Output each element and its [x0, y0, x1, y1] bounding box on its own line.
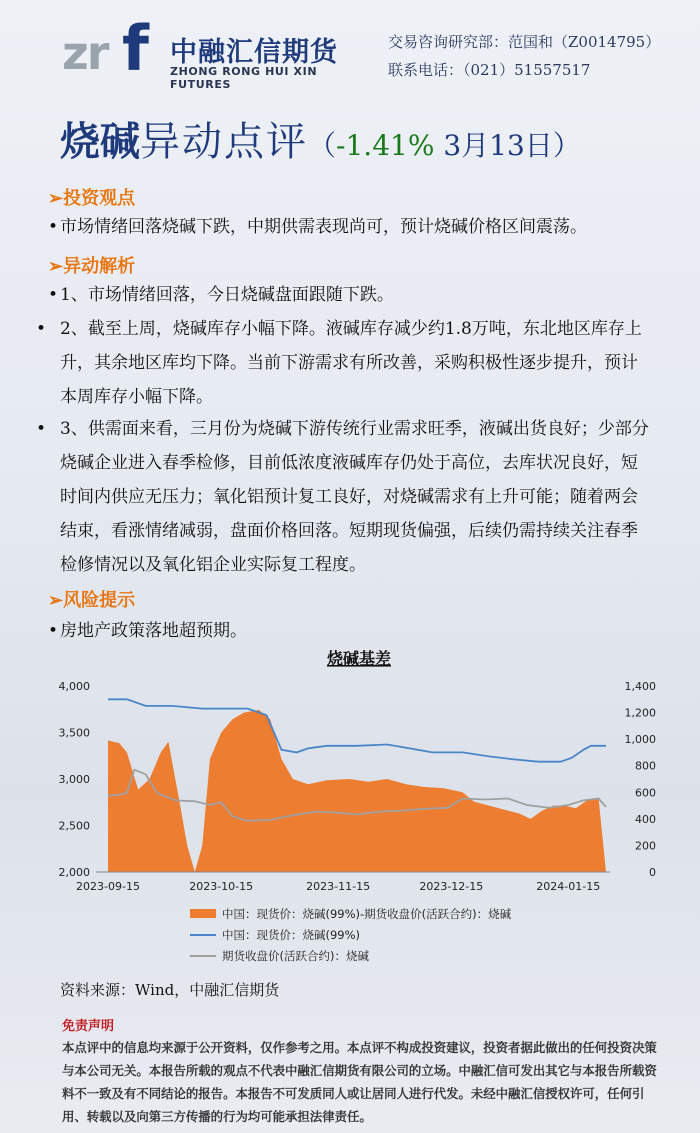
chart-title: 烧碱基差: [326, 649, 392, 668]
series-0-area: [108, 710, 606, 872]
basis-area-series: [108, 710, 606, 872]
basis-chart: [58, 640, 656, 970]
analyst-line: 交易咨询研究部：范国和（Z0014795）: [388, 33, 661, 51]
page-title: [60, 110, 581, 167]
x-axis-tick-label: 2023-11-15: [306, 880, 371, 893]
contact-info: [388, 28, 660, 84]
x-axis-tick-label: 2024-01-15: [536, 880, 601, 893]
right-axis-tick-label: 200: [635, 839, 656, 853]
company-logo: [58, 12, 378, 91]
left-axis-tick-label: 2,500: [58, 819, 90, 833]
title-change: -1.41%: [336, 129, 435, 162]
right-axis-tick-label: 1,400: [624, 680, 656, 693]
view-bullet: • 市场情绪回落烧碱下跌，中期供需表现尚可，预计烧碱价格区间震荡。: [48, 210, 648, 244]
disclaimer-text: 本点评中的信息均来源于公开资料，仅作参考之用。本点评不构成投资建议，投资者据此做出的任何投资决策与本公司无关。本报告所载的观点不代表中融汇信期货有限公司的立场。中融汇信可发出其它与本报告所载资料不一致及有不同结论的报告。本报告不可发质同人或让居同人进行代发。未经中融汇信授权许可，任何引用、转载以及向第三方传播的行为均可能承担法律责任。: [62, 1040, 657, 1124]
phone-line: 联系电话：（021）51557517: [388, 61, 591, 79]
section-view-heading: ➢投资观点: [48, 188, 136, 209]
left-axis-tick-label: 2,000: [58, 866, 90, 879]
logo-english-name: ZHONG RONG HUI XIN FUTURES: [170, 65, 318, 91]
risk-bullet: • 房地产政策落地超预期。: [48, 614, 648, 648]
bullet-icon: •: [36, 319, 47, 339]
right-axis-tick-label: 1,200: [624, 706, 656, 720]
x-axis-tick-label: 2023-10-15: [189, 880, 254, 893]
right-axis-tick-label: 0: [649, 866, 656, 879]
logo-chinese-name: 中融汇信期货: [170, 37, 338, 68]
right-axis-tick-label: 800: [635, 759, 656, 773]
bullet-icon: •: [36, 419, 47, 439]
arrow-icon: ➢: [48, 256, 64, 277]
title-date: 3月13日: [434, 129, 553, 162]
chart-legend: [190, 907, 512, 963]
bullet-icon: •: [48, 217, 59, 237]
title-close-paren: ）: [552, 129, 581, 162]
right-axis-tick-label: 1,000: [624, 733, 656, 747]
bullet-icon: •: [48, 285, 59, 305]
section-analysis-heading: ➢异动解析: [48, 256, 136, 277]
logo-mark-f: f: [122, 12, 149, 85]
section-risk-heading: ➢风险提示: [48, 590, 136, 611]
title-keyword: 烧碱: [60, 118, 140, 165]
left-axis-tick-label: 3,500: [58, 726, 90, 740]
legend-label: 中国：现货价：烧碱(99%): [222, 928, 361, 942]
bullet-icon: •: [48, 621, 59, 641]
data-source: 资料来源：Wind，中融汇信期货: [60, 981, 280, 999]
arrow-icon: ➢: [48, 590, 64, 611]
analysis-bullet-1: • 1、市场情绪回落，今日烧碱盘面跟随下跌。: [48, 278, 648, 312]
left-axis-tick-label: 3,000: [58, 773, 90, 786]
analysis-bullet-2: • 2、截至上周，烧碱库存小幅下降。液碱库存减少约1.8万吨，东北地区库存上升，其余地区库均下降。当前下游需求有所改善，采购积极性逐步提升，预计本周库存小幅下降。: [48, 312, 652, 414]
right-axis-tick-label: 600: [635, 786, 656, 800]
left-axis-tick-label: 4,000: [58, 680, 90, 693]
legend-label: 期货收盘价(活跃合约)：烧碱: [222, 949, 369, 963]
arrow-icon: ➢: [48, 188, 64, 209]
x-axis-tick-label: 2023-12-15: [419, 880, 484, 893]
series-1-line: [108, 699, 606, 761]
chart-svg: [58, 640, 656, 970]
title-open-paren: （: [308, 129, 337, 162]
legend-label: 中国：现货价：烧碱(99%)-期货收盘价(活跃合约)：烧碱: [222, 907, 512, 921]
title-rest: 异动点评: [140, 119, 308, 165]
analysis-bullet-3: • 3、供需面来看，三月份为烧碱下游传统行业需求旺季，液碱出货良好；少部分烧碱企业进入春季检修，目前低浓度液碱库存仍处于高位，去库状况良好，短时间内供应无压力；氧化铝预计复工良好，对烧碱需求有上升可能；随着两会结束，看涨情绪减弱，盘面价格回落。短期现货偏强，后续仍需持续关注春季检修情况以及氧化铝企业实际复工程度。: [48, 412, 652, 582]
legend-swatch-area: [190, 909, 216, 918]
logo-mark-zr: zr: [62, 26, 108, 80]
disclaimer-title: 免责声明: [62, 1019, 115, 1034]
x-axis-tick-label: 2023-09-15: [76, 880, 140, 893]
right-axis-tick-label: 400: [635, 812, 656, 826]
header: [0, 0, 700, 100]
